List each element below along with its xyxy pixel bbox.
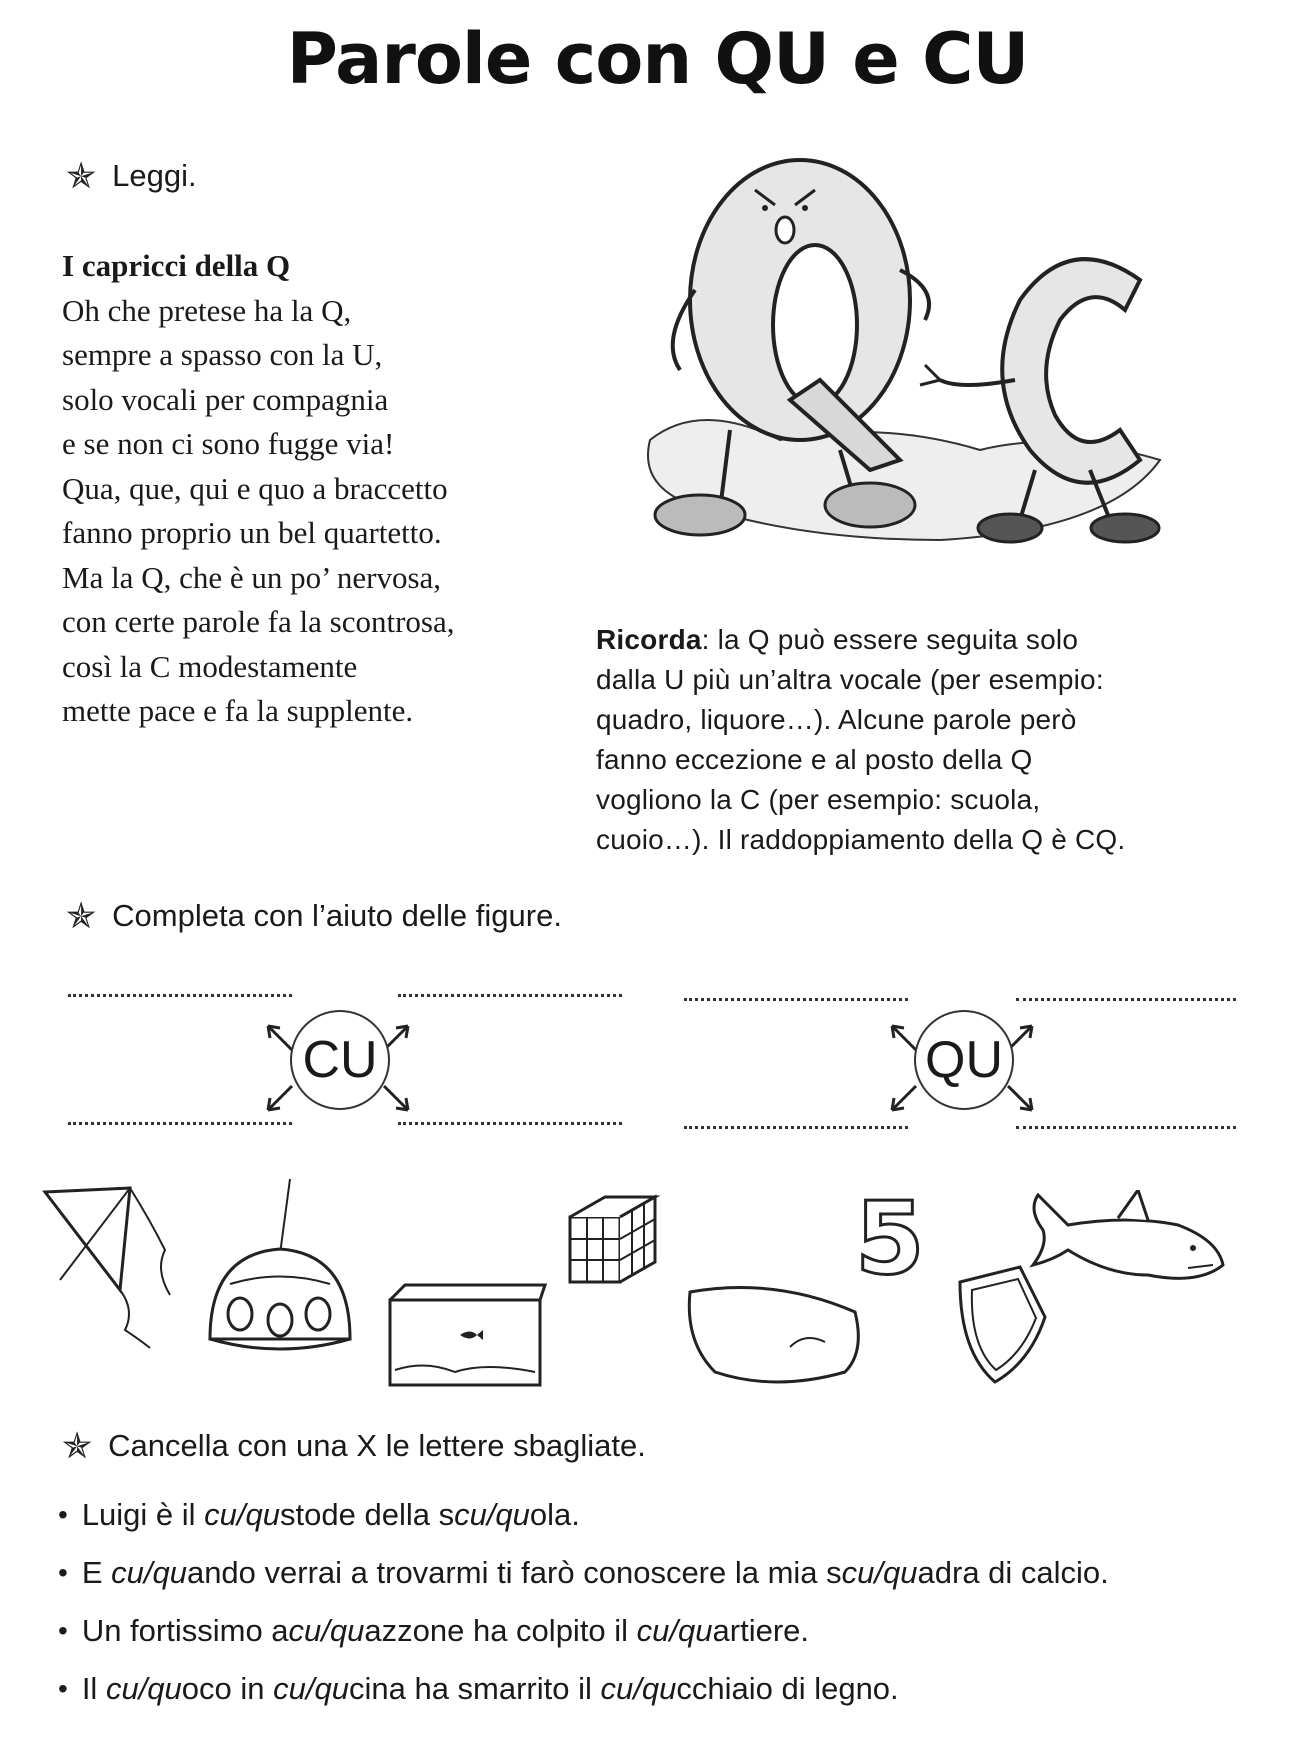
poem-lines — [62, 289, 602, 734]
star-icon: ✯ — [66, 895, 97, 936]
page-title: Parole con QU e CU — [286, 18, 1029, 100]
exercise-3-label: Cancella con una X le lettere sbagliate. — [108, 1428, 646, 1463]
poem-line: sempre a spasso con la U, — [62, 337, 383, 372]
sentence-fragment: cchiaio di legno. — [676, 1671, 899, 1706]
poem-title: I capricci della Q — [62, 248, 291, 283]
ricorda-label: Ricorda — [596, 624, 702, 655]
exercise-3-instruction — [62, 1425, 646, 1466]
ricorda-line — [596, 740, 1276, 780]
sentence-fragment: adra di calcio. — [917, 1555, 1109, 1590]
poem-line: Qua, que, qui e quo a braccetto — [62, 470, 448, 506]
answer-line[interactable] — [1016, 998, 1236, 1001]
sentence-fragment: E — [81, 1555, 112, 1590]
sentence-text — [82, 1613, 809, 1649]
choice-cu-qu[interactable]: cu/qu — [841, 1555, 918, 1590]
poem-line: così la C modestamente — [62, 648, 358, 684]
choice-cu-qu[interactable]: cu/qu — [636, 1613, 713, 1648]
ricorda-text: dalla U più un’altra vocale (per esempio: — [596, 664, 1104, 695]
sentence-item — [58, 1486, 1109, 1544]
bullet-icon: • — [58, 1499, 68, 1530]
sentence-fragment: ola. — [529, 1497, 580, 1532]
sentence-fragment: Luigi è il — [81, 1497, 205, 1532]
ricorda-box — [596, 620, 1276, 860]
poem-line: e se non ci sono fugge via! — [62, 426, 395, 461]
sentence-item — [58, 1544, 1109, 1602]
poem-line: Ma la Q, che è un po’ nervosa, — [62, 559, 442, 595]
dome-icon — [200, 1174, 360, 1364]
bubble-cu: CU — [290, 1010, 390, 1110]
sentence-text — [82, 1497, 580, 1533]
sentence-fragment: azzone ha colpito il — [364, 1613, 637, 1648]
sentence-fragment: Un fortissimo a — [81, 1613, 289, 1648]
exercise-2-label: Completa con l’aiuto delle figure. — [112, 898, 562, 933]
exercise-2-instruction — [66, 895, 562, 936]
bubble-qu: QU — [914, 1010, 1014, 1110]
bullet-icon: • — [58, 1615, 68, 1646]
cartoon-letters-q-and-c-icon — [640, 150, 1220, 580]
number-five-icon: 5 — [855, 1180, 925, 1297]
sentence-list — [58, 1486, 1109, 1718]
poem — [62, 244, 602, 734]
answer-line[interactable] — [684, 998, 908, 1001]
sentence-item — [58, 1660, 1109, 1718]
answer-line[interactable] — [684, 1126, 908, 1129]
poem-line: Oh che pretese ha la Q, — [62, 292, 352, 328]
answer-line[interactable] — [398, 1122, 622, 1125]
choice-cu-qu[interactable]: cu/qu — [600, 1671, 677, 1706]
star-icon: ✯ — [62, 1425, 93, 1466]
poem-line: solo vocali per compagnia — [62, 381, 389, 417]
shark-icon — [1028, 1190, 1228, 1300]
sentence-fragment: Il — [81, 1671, 106, 1706]
poem-line: con certe parole fa la scontrosa, — [62, 604, 455, 639]
answer-line[interactable] — [68, 994, 292, 997]
ricorda-line — [596, 780, 1276, 820]
sentence-text — [82, 1555, 1109, 1591]
bullet-icon: • — [58, 1673, 68, 1704]
choice-cu-qu[interactable]: cu/qu — [273, 1671, 349, 1706]
ricorda-line — [596, 620, 1276, 660]
star-icon: ✯ — [66, 155, 97, 196]
sentence-item — [58, 1602, 1109, 1660]
exercise-1-instruction — [66, 155, 197, 196]
choice-cu-qu[interactable]: cu/qu — [454, 1497, 530, 1532]
exercise-1-label: Leggi. — [112, 158, 197, 193]
poem-line: mette pace e fa la supplente. — [62, 693, 414, 728]
choice-cu-qu[interactable]: cu/qu — [288, 1613, 365, 1648]
choice-cu-qu[interactable]: cu/qu — [204, 1497, 281, 1532]
choice-cu-qu[interactable]: cu/qu — [105, 1671, 182, 1706]
sentence-text — [82, 1671, 899, 1707]
answer-line[interactable] — [68, 1122, 292, 1125]
kite-icon — [40, 1180, 175, 1350]
poem-line: fanno proprio un bel quartetto. — [62, 515, 442, 550]
choice-cu-qu[interactable]: cu/qu — [111, 1555, 187, 1590]
sentence-fragment: ando verrai a trovarmi ti farò conoscere la mia s — [186, 1555, 842, 1590]
ricorda-text: cuoio…). Il raddoppiamento della Q è CQ. — [596, 824, 1126, 855]
ricorda-text: fanno eccezione e al posto della Q — [596, 744, 1033, 775]
cube-icon — [565, 1192, 665, 1292]
ricorda-text: quadro, liquore…). Alcune parole però — [596, 704, 1077, 735]
sentence-fragment: stode della s — [280, 1497, 455, 1532]
answer-line[interactable] — [1016, 1126, 1236, 1129]
ricorda-text: vogliono la C (per esempio: scuola, — [596, 784, 1041, 815]
sentence-fragment: oco in — [181, 1671, 274, 1706]
ricorda-line — [596, 660, 1276, 700]
ricorda-lines — [596, 620, 1276, 860]
cushion-icon — [675, 1272, 875, 1392]
sentence-fragment: cina ha smarrito il — [348, 1671, 601, 1706]
aquarium-icon — [385, 1280, 550, 1390]
answer-line[interactable] — [398, 994, 622, 997]
bullet-icon: • — [58, 1557, 68, 1588]
sentence-fragment: artiere. — [712, 1613, 809, 1648]
ricorda-line — [596, 700, 1276, 740]
ricorda-line — [596, 820, 1276, 860]
ricorda-text: : la Q può essere seguita solo — [701, 624, 1079, 655]
